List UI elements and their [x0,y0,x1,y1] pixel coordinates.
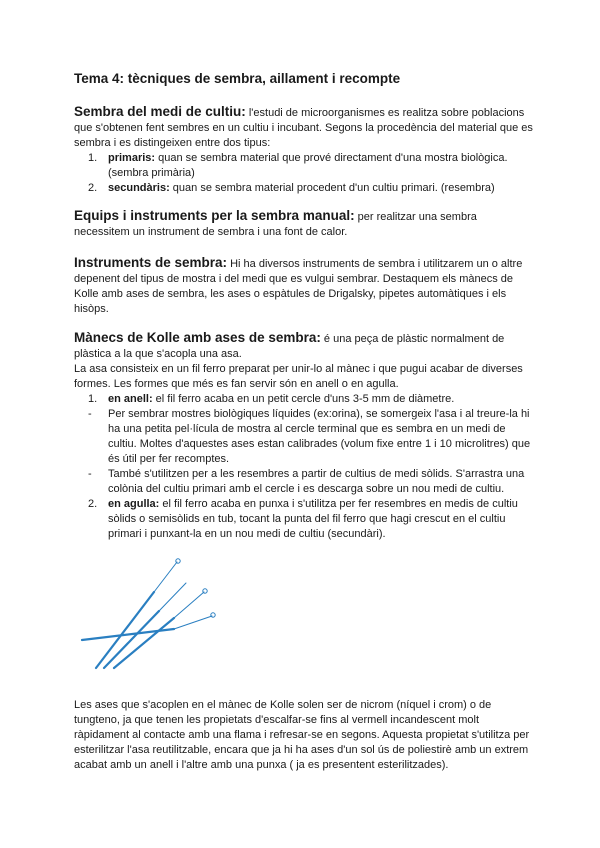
list-text: Per sembrar mostres biològiques líquides (ex:orina), se somergeix l'asa i al treure-la hi ha una petita pel·lícula de mostra al cercle terminal que es sembra en un medi de cultiu. Moltes d'aquestes ases estan calibrades (volum fixe entre 1 i 10 microlitres) que és útil per fer recomptes. [108,408,531,465]
section-text: per realitzar una sembra necessitem un instrument de sembra i una font de calor. [74,211,477,238]
section-text: l'estudi de microorganismes es realitza sobre poblacions que s'obtenen fent sembres en un cultiu i incubant. Segons la procedència del material que es sembra i es distingeixen entre dos tipus: [74,107,533,149]
list-text: el fil ferro acaba en un petit cercle d'uns 3-5 mm de diàmetre. [152,393,455,405]
list-text: També s'utilitzen per a les resembres a partir de cultius de medi sòlids. S'arrastra una colònia del cultiu primari amb el cercle i es descarga sobre un nou medi de cultiu. [108,468,525,495]
list-text: el fil ferro acaba en punxa i s'utilitza per fer resembres en medis de cultiu sòlids o semisòlids en tub, tocant la punta del fil ferro que hagi crescut en el cultiu primari i punxant-la en un nou medi de cultiu (secundàri). [108,498,518,540]
list-term: en agulla: [108,498,160,510]
loop-wire [154,562,177,592]
loop-handle [96,592,154,668]
section-paragraph [74,104,534,151]
section-text: é una peça de plàstic normalment de plàstica a la que s'acopla una asa. [74,333,505,360]
list-marker: - [88,468,92,480]
section-heading: Mànecs de Kolle amb ases de sembra: [74,330,321,345]
inoculation-loops-illustration [74,556,239,672]
types-list [74,151,534,196]
list-text: quan se sembra material que prové directament d'una mostra biològica. (sembra primària) [108,152,508,179]
list-marker: 1. [88,152,98,164]
list-item [74,181,534,196]
loop-wire [174,616,212,629]
loop-ring [176,559,180,563]
list-marker: 2. [88,498,98,510]
section-manecs-kolle [74,330,534,542]
section-paragraph [74,255,534,317]
section-materials [74,698,534,773]
section-sembra-medi [74,104,534,196]
section-heading: Instruments de sembra: [74,255,228,270]
section-paragraph [74,208,534,240]
section-heading: Equips i instruments per la sembra manual: [74,208,355,223]
list-marker: 2. [88,182,98,194]
section-instruments [74,255,534,317]
list-item [74,151,534,181]
list-marker: 1. [88,393,98,405]
loop-wire [159,583,186,611]
page-title: Tema 4: tècniques de sembra, aillament i recompte [74,71,401,86]
loop-ring [203,589,207,593]
list-term: secundàris: [108,182,170,194]
section-paragraph: La asa consisteix en un fil ferro preparat per unir-lo al mànec i que pugui acabar de diverses formes. Les formes que més es fan servir són en anell o en agulla. [74,363,523,390]
section-equips [74,208,534,240]
loop-handle [82,629,174,640]
list-item [74,392,534,407]
loop-ring [211,613,215,617]
section-paragraph [74,330,534,362]
section-paragraph: Les ases que s'acoplen en el mànec de Kolle solen ser de nicrom (níquel i crom) o de tungteno, ja que tenen les propietats d'escalfar-se fins al vermell incandescent molt ràpidament al contacte amb una flama i refresar-se en segons. Aquesta propietat s'utilitza per esterilitzar l'asa reutilitzable, encara que ja hi ha ases d'un sol ús de poliestirè amb un extrem acabat amb un anell i l'altre amb una punxa ( ja es presentent esterilitzades). [74,699,530,771]
list-marker: - [88,408,92,420]
list-item [74,497,534,542]
list-term: primaris: [108,152,156,164]
loop-wire [174,592,204,618]
loop-handle [104,611,159,668]
section-heading: Sembra del medi de cultiu: [74,104,246,119]
loop-types-list [74,392,534,542]
section-text: Hi ha diversos instruments de sembra i utilitzarem un o altre depenent del tipus de mostra i del medi que es vulgui sembrar. Destaquem els mànecs de Kolle amb ases de sembra, les ases o espàtules de Drigalsky, pipetes automàtiques i els hisòps. [74,258,523,315]
list-term: en anell: [108,393,153,405]
list-text: quan se sembra material procedent d'un cultiu primari. (resembra) [169,182,495,194]
list-item [74,407,534,467]
list-item [74,467,534,497]
